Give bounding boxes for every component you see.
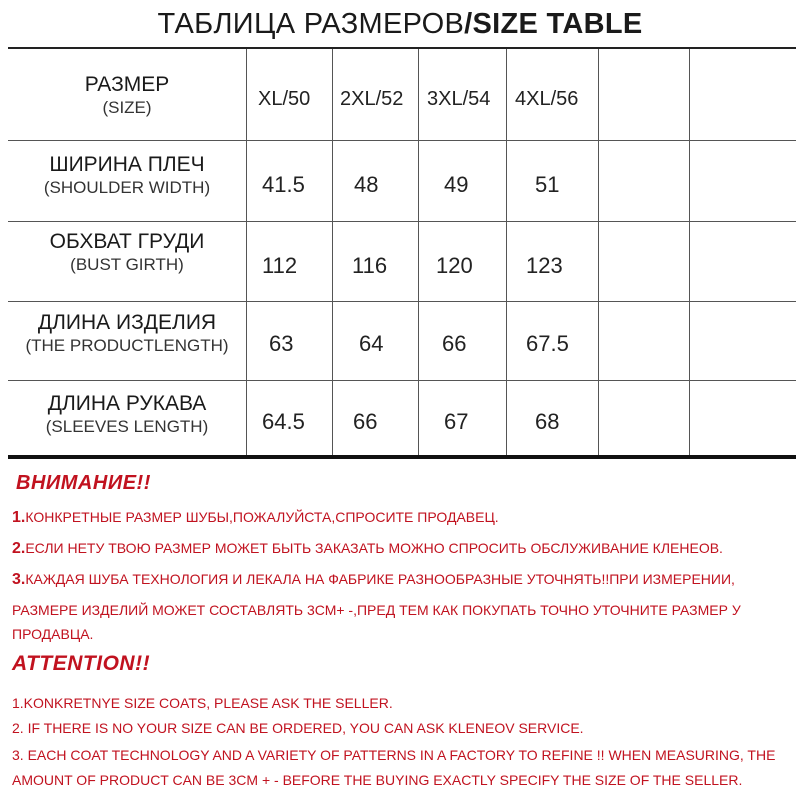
size-header: 3XL/54 [427, 88, 491, 110]
item-number: 1. [12, 509, 26, 526]
row-label [8, 153, 246, 199]
header-label-en: (SIZE) [102, 98, 152, 117]
row-label-en: (THE PRODUCTLENGTH) [25, 336, 229, 355]
row-label-ru: ДЛИНА РУКАВА [47, 392, 207, 415]
table-divider [598, 49, 599, 455]
table-cell: 51 [535, 172, 560, 197]
table-cell: 63 [269, 331, 294, 356]
size-table [8, 49, 796, 455]
row-label [8, 230, 246, 276]
attention-line: 2. IF THERE IS NO YOUR SIZE CAN BE ORDERED, YOU CAN ASK KLENEOV SERVICE. [12, 720, 584, 736]
attention-heading: ATTENTION!! [12, 652, 151, 675]
table-divider [506, 49, 507, 455]
row-label [8, 392, 246, 438]
warning-item [12, 539, 723, 558]
table-cell: 66 [442, 331, 467, 356]
table-cell: 68 [535, 409, 560, 434]
row-label-ru: ШИРИНА ПЛЕЧ [49, 153, 205, 176]
item-text: ЕСЛИ НЕТУ ТВОЮ РАЗМЕР МОЖЕТ БЫТЬ ЗАКАЗАТЬ МОЖНО СПРОСИТЬ ОБСЛУЖИВАНИЕ КЛЕНЕОВ. [25, 540, 723, 556]
table-cell: 112 [262, 253, 298, 278]
table-divider [8, 221, 796, 222]
row-label-ru: ОБХВАТ ГРУДИ [49, 230, 205, 253]
table-cell: 64 [359, 331, 384, 356]
row-label [8, 311, 246, 357]
table-divider [8, 301, 796, 302]
item-number: 2. [12, 540, 26, 557]
warning-item-continued: РАЗМЕРЕ ИЗДЕЛИЙ МОЖЕТ СОСТАВЛЯТЬ 3СМ+ -,ПРЕД ТЕМ КАК ПОКУПАТЬ ТОЧНО УТОЧНИТЕ РАЗМЕР У [12, 602, 741, 618]
item-number: 3. [12, 571, 26, 588]
warning-heading: ВНИМАНИЕ!! [16, 472, 151, 494]
row-label-ru: ДЛИНА ИЗДЕЛИЯ [37, 311, 217, 334]
title-ru: ТАБЛИЦА РАЗМЕРОВ [157, 8, 465, 40]
table-cell: 67 [444, 409, 469, 434]
row-label-en: (SHOULDER WIDTH) [43, 178, 211, 197]
table-divider [8, 140, 796, 141]
size-header: 4XL/56 [515, 88, 579, 110]
table-cell: 64.5 [262, 409, 305, 434]
table-cell: 123 [526, 253, 563, 278]
table-cell: 49 [444, 172, 469, 197]
table-divider [246, 49, 247, 455]
item-text: КОНКРЕТНЫЕ РАЗМЕР ШУБЫ,ПОЖАЛУЙСТА,СПРОСИТЕ ПРОДАВЕЦ. [25, 509, 499, 525]
table-cell: 41.5 [262, 172, 305, 197]
table-divider [332, 49, 333, 455]
table-divider [689, 49, 690, 455]
attention-line: 3. EACH COAT TECHNOLOGY AND A VARIETY OF PATTERNS IN A FACTORY TO REFINE !! WHEN MEASURING, THE [12, 747, 776, 763]
attention-line: 1.KONKRETNYE SIZE COATS, PLEASE ASK THE SELLER. [12, 695, 393, 711]
table-cell: 67.5 [526, 331, 569, 356]
table-cell: 66 [353, 409, 378, 434]
bottom-rule [8, 455, 796, 459]
table-cell: 120 [436, 253, 473, 278]
size-header: XL/50 [258, 88, 311, 110]
row-label-en: (SLEEVES LENGTH) [45, 417, 209, 436]
header-label [8, 73, 246, 119]
attention-line: AMOUNT OF PRODUCT CAN BE 3CM + - BEFORE THE BUYING EXACTLY SPECIFY THE SIZE OF THE SELLER. [12, 772, 743, 788]
warning-item-continued: ПРОДАВЦА. [12, 626, 94, 642]
table-cell: 116 [352, 253, 388, 278]
warning-item [12, 570, 735, 589]
table-cell: 48 [354, 172, 379, 197]
warning-item [12, 508, 499, 527]
page-title [0, 4, 800, 44]
row-label-en: (BUST GIRTH) [70, 255, 184, 274]
header-label-ru: РАЗМЕР [84, 73, 170, 96]
size-header: 2XL/52 [340, 88, 404, 110]
title-en: /SIZE TABLE [464, 8, 643, 40]
table-divider [418, 49, 419, 455]
item-text: КАЖДАЯ ШУБА ТЕХНОЛОГИЯ И ЛЕКАЛА НА ФАБРИКЕ РАЗНООБРАЗНЫЕ УТОЧНЯТЬ!!ПРИ ИЗМЕРЕНИИ, [25, 571, 735, 587]
table-divider [8, 380, 796, 381]
